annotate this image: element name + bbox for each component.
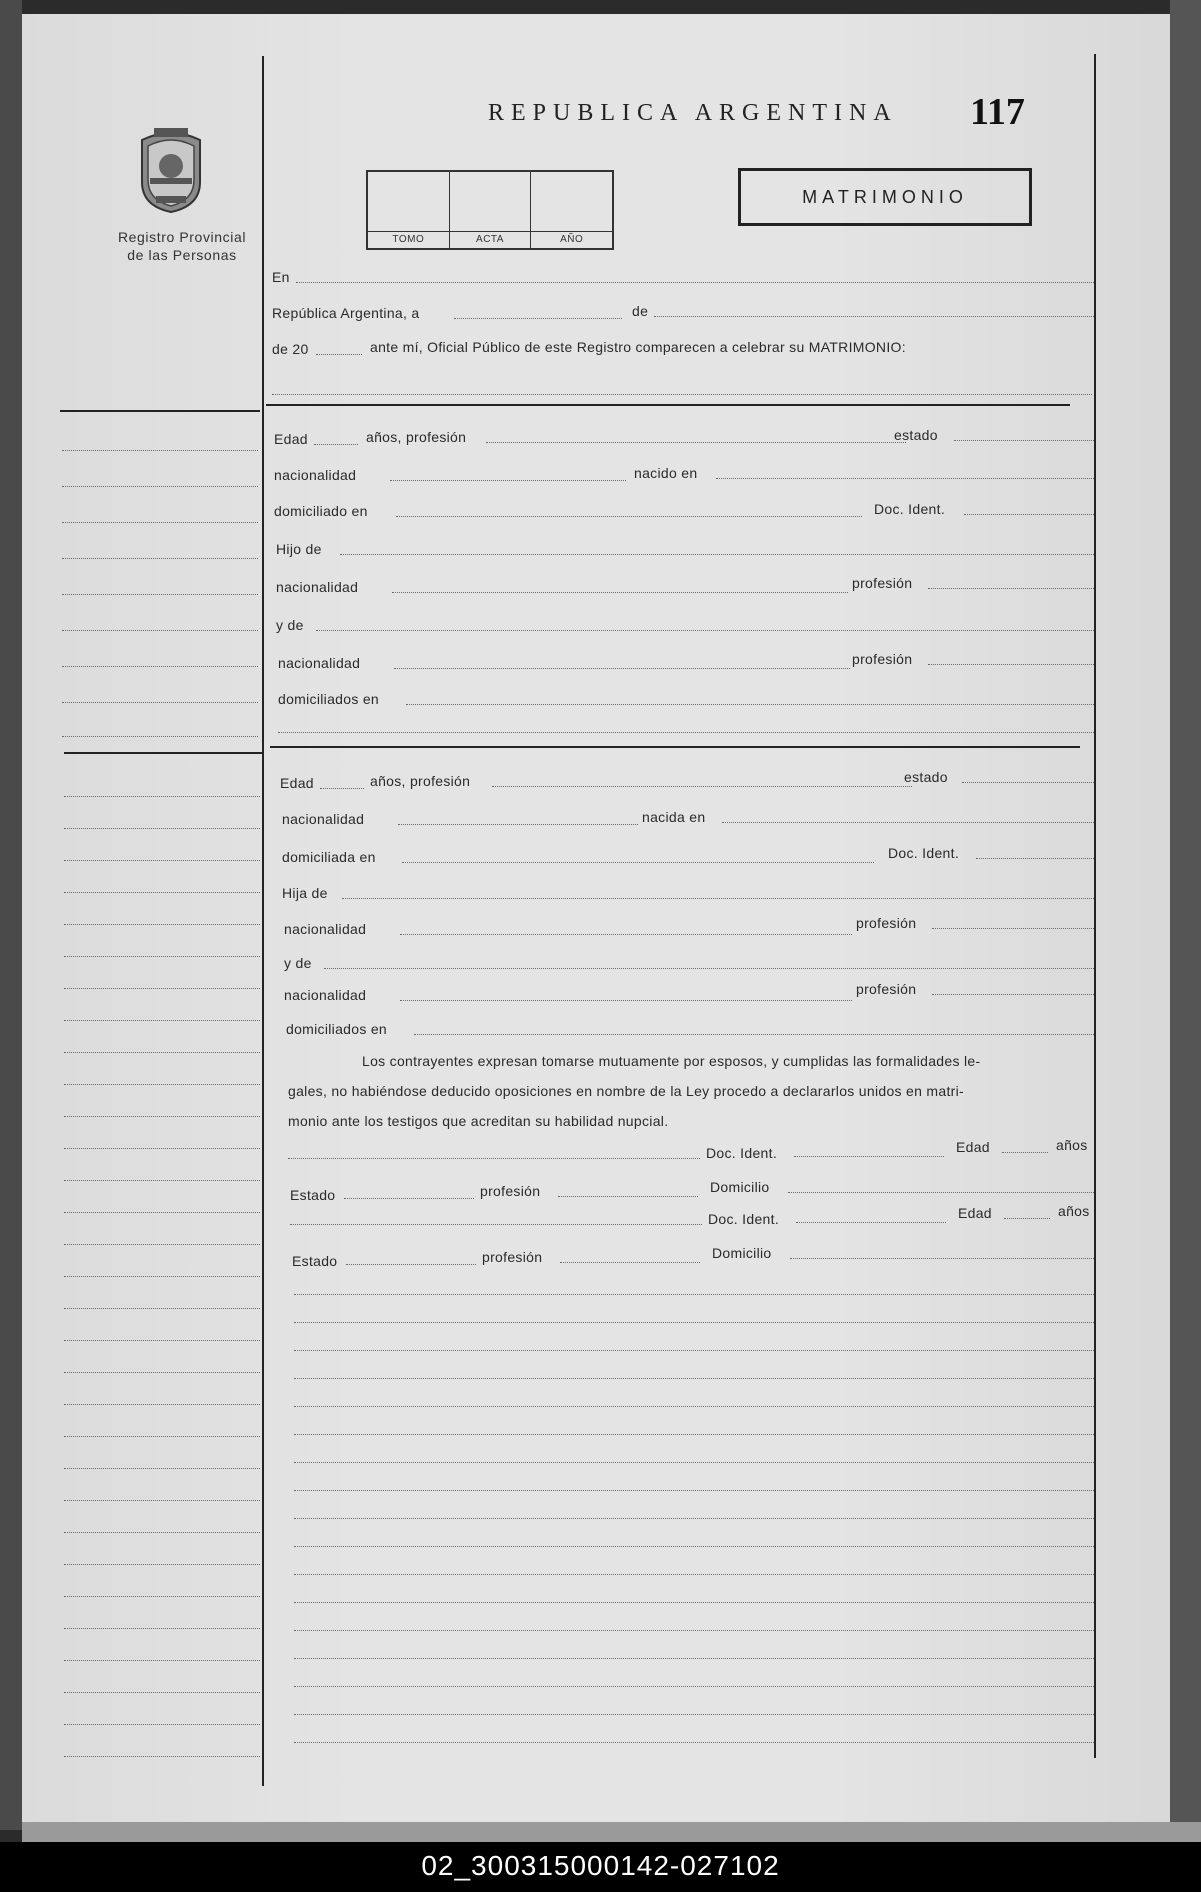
margin-line xyxy=(64,924,260,925)
fill-line xyxy=(414,1034,1094,1035)
fill-line xyxy=(790,1258,1094,1259)
margin-line xyxy=(64,988,260,989)
fill-line xyxy=(314,444,358,445)
fill-line xyxy=(402,862,874,863)
bride-domiciliada-en: domiciliada en xyxy=(282,849,376,865)
witness-2-domicilio: Domicilio xyxy=(712,1245,772,1261)
groom-profesion: profesión xyxy=(852,575,913,591)
witness-2-doc-ident: Doc. Ident. xyxy=(708,1211,780,1227)
remarks-line xyxy=(294,1574,1094,1575)
remarks-line xyxy=(294,1518,1094,1519)
fill-line xyxy=(716,478,1094,479)
remarks-line xyxy=(294,1630,1094,1631)
fill-line xyxy=(928,664,1094,665)
label-en: En xyxy=(272,269,290,285)
margin-line xyxy=(64,1372,260,1373)
groom-estado: estado xyxy=(894,427,938,443)
remarks-line xyxy=(294,1546,1094,1547)
tomo-acta-ano-box xyxy=(366,170,614,250)
margin-line xyxy=(64,1468,260,1469)
margin-line xyxy=(64,892,260,893)
margin-line xyxy=(64,1436,260,1437)
label-ante-mi: ante mí, Oficial Público de este Registro comparecen a celebrar su MATRIMONIO: xyxy=(370,339,906,355)
bride-domiciliados-en: domiciliados en xyxy=(286,1021,387,1037)
fill-line xyxy=(454,318,622,319)
fill-line xyxy=(344,1198,474,1199)
country-title: REPUBLICA ARGENTINA xyxy=(488,100,898,126)
margin-line xyxy=(64,796,260,797)
fill-line xyxy=(342,898,1094,899)
margin-line xyxy=(64,1212,260,1213)
remarks-line xyxy=(294,1602,1094,1603)
ano-label: AÑO xyxy=(531,231,612,248)
tomo-cell xyxy=(368,172,450,248)
declaration-line-1: Los contrayentes expresan tomarse mutuamente por esposos, y cumplidas las formalidades le- xyxy=(362,1053,981,1069)
margin-line xyxy=(64,1340,260,1341)
margin-line xyxy=(62,666,258,667)
fill-line xyxy=(288,1158,700,1159)
bride-estado: estado xyxy=(904,769,948,785)
page-edge-bottom xyxy=(22,1822,1201,1842)
witness-2-anos: años xyxy=(1058,1203,1090,1219)
margin-line xyxy=(62,450,258,451)
bride-nacionalidad-2: nacionalidad xyxy=(284,921,367,937)
remarks-line xyxy=(294,1742,1094,1743)
acta-cell xyxy=(450,172,532,248)
acta-label: ACTA xyxy=(450,231,531,248)
margin-line xyxy=(64,1756,260,1757)
witness-2-estado: Estado xyxy=(292,1253,338,1269)
bride-hija-de: Hija de xyxy=(282,885,328,901)
registry-name xyxy=(92,228,272,264)
declaration-line-3: monio ante los testigos que acreditan su habilidad nupcial. xyxy=(288,1113,669,1129)
margin-line xyxy=(64,860,260,861)
provincial-seal-icon xyxy=(134,122,208,214)
groom-hijo-de: Hijo de xyxy=(276,541,322,557)
label-de: de xyxy=(632,303,649,319)
fill-line xyxy=(560,1262,700,1263)
page-edge-right xyxy=(1170,0,1201,1830)
ano-cell xyxy=(531,172,612,248)
fill-line xyxy=(398,824,638,825)
groom-nacido-en: nacido en xyxy=(634,465,698,481)
remarks-line xyxy=(294,1322,1094,1323)
groom-y-de: y de xyxy=(276,617,304,633)
remarks-line xyxy=(294,1490,1094,1491)
right-rule xyxy=(1094,54,1096,1758)
fill-line xyxy=(722,822,1094,823)
groom-nacionalidad-3: nacionalidad xyxy=(278,655,361,671)
margin-divider-1 xyxy=(60,410,260,412)
witness-1-domicilio: Domicilio xyxy=(710,1179,770,1195)
margin-line xyxy=(62,736,258,737)
section-divider-1 xyxy=(266,404,1070,406)
margin-line xyxy=(64,1532,260,1533)
margin-rule xyxy=(262,56,264,1786)
groom-doc-ident: Doc. Ident. xyxy=(874,501,946,517)
margin-line xyxy=(64,1692,260,1693)
remarks-line xyxy=(294,1406,1094,1407)
remarks-line xyxy=(294,1434,1094,1435)
bride-nacionalidad: nacionalidad xyxy=(282,811,365,827)
margin-line xyxy=(64,1660,260,1661)
witness-1-profesion: profesión xyxy=(480,1183,541,1199)
groom-edad: Edad xyxy=(274,431,308,447)
registry-name-line2: de las Personas xyxy=(127,247,237,263)
margin-line xyxy=(64,1724,260,1725)
margin-line xyxy=(64,1308,260,1309)
bride-doc-ident: Doc. Ident. xyxy=(888,845,960,861)
bride-anos-profesion: años, profesión xyxy=(370,773,471,789)
image-identifier: 02_300315000142-027102 xyxy=(421,1850,780,1881)
book-spine xyxy=(0,0,22,1830)
fill-line xyxy=(316,354,362,355)
margin-line xyxy=(64,828,260,829)
margin-line xyxy=(64,1628,260,1629)
fill-line xyxy=(932,928,1094,929)
section-divider-2 xyxy=(270,746,1080,748)
register-page xyxy=(22,14,1170,1822)
margin-line xyxy=(64,1564,260,1565)
margin-line xyxy=(64,1500,260,1501)
label-republica: República Argentina, a xyxy=(272,305,420,321)
fill-line xyxy=(296,282,1094,283)
bride-y-de: y de xyxy=(284,955,312,971)
fill-line xyxy=(400,1000,852,1001)
fill-line xyxy=(278,732,1094,733)
fill-line xyxy=(932,994,1094,995)
margin-line xyxy=(62,594,258,595)
fill-line xyxy=(324,968,1094,969)
remarks-line xyxy=(294,1462,1094,1463)
bride-edad: Edad xyxy=(280,775,314,791)
label-de-20: de 20 xyxy=(272,341,309,357)
fill-line xyxy=(396,516,862,517)
fill-line xyxy=(394,668,850,669)
fill-line xyxy=(964,514,1094,515)
margin-line xyxy=(64,1276,260,1277)
margin-line xyxy=(64,1052,260,1053)
margin-line xyxy=(64,1180,260,1181)
margin-line xyxy=(64,1244,260,1245)
remarks-line xyxy=(294,1714,1094,1715)
document-type-box: MATRIMONIO xyxy=(738,168,1032,226)
witness-1-anos: años xyxy=(1056,1137,1088,1153)
remarks-line xyxy=(294,1378,1094,1379)
registry-name-line1: Registro Provincial xyxy=(117,229,247,245)
bride-profesion: profesión xyxy=(856,915,917,931)
fill-line xyxy=(406,704,1094,705)
fill-line xyxy=(558,1196,698,1197)
margin-line xyxy=(64,1404,260,1405)
fill-line xyxy=(346,1264,476,1265)
fill-line xyxy=(928,588,1094,589)
fill-line xyxy=(492,786,912,787)
remarks-line xyxy=(294,1658,1094,1659)
witness-1-estado: Estado xyxy=(290,1187,336,1203)
groom-nacionalidad-2: nacionalidad xyxy=(276,579,359,595)
margin-line xyxy=(64,1084,260,1085)
margin-line xyxy=(62,630,258,631)
fill-line xyxy=(290,1224,702,1225)
fill-line xyxy=(954,440,1094,441)
declaration-line-2: gales, no habiéndose deducido oposiciones en nombre de la Ley procedo a declararlos unidos en matri- xyxy=(288,1083,964,1099)
margin-line xyxy=(64,956,260,957)
fill-line xyxy=(316,630,1094,631)
margin-line xyxy=(64,1116,260,1117)
fill-line xyxy=(340,554,1094,555)
fill-line xyxy=(392,592,848,593)
margin-line xyxy=(64,1148,260,1149)
groom-domiciliado-en: domiciliado en xyxy=(274,503,368,519)
witness-2-profesion: profesión xyxy=(482,1249,543,1265)
margin-line xyxy=(62,702,258,703)
fill-line xyxy=(1002,1152,1048,1153)
fill-line xyxy=(400,934,852,935)
fill-line xyxy=(976,858,1094,859)
bride-nacionalidad-3: nacionalidad xyxy=(284,987,367,1003)
remarks-line xyxy=(294,1350,1094,1351)
bride-nacida-en: nacida en xyxy=(642,809,706,825)
margin-line xyxy=(62,522,258,523)
fill-line xyxy=(1004,1218,1050,1219)
fill-line xyxy=(654,316,1094,317)
witness-1-doc-ident: Doc. Ident. xyxy=(706,1145,778,1161)
margin-line xyxy=(64,1020,260,1021)
bride-profesion-2: profesión xyxy=(856,981,917,997)
witness-2-edad: Edad xyxy=(958,1205,992,1221)
margin-line xyxy=(64,1596,260,1597)
margin-line xyxy=(62,558,258,559)
tomo-label: TOMO xyxy=(368,231,449,248)
groom-anos-profesion: años, profesión xyxy=(366,429,467,445)
margin-line xyxy=(62,486,258,487)
fill-line xyxy=(788,1192,1094,1193)
fill-line xyxy=(794,1156,944,1157)
remarks-line xyxy=(294,1294,1094,1295)
margin-divider-2 xyxy=(64,752,264,754)
fill-line xyxy=(272,394,1092,395)
fill-line xyxy=(962,782,1094,783)
fill-line xyxy=(390,480,626,481)
groom-profesion-2: profesión xyxy=(852,651,913,667)
witness-1-edad: Edad xyxy=(956,1139,990,1155)
page-number: 117 xyxy=(970,91,1025,133)
remarks-line xyxy=(294,1686,1094,1687)
fill-line xyxy=(796,1222,946,1223)
groom-domiciliados-en: domiciliados en xyxy=(278,691,379,707)
fill-line xyxy=(486,442,906,443)
groom-nacionalidad: nacionalidad xyxy=(274,467,357,483)
fill-line xyxy=(320,788,364,789)
